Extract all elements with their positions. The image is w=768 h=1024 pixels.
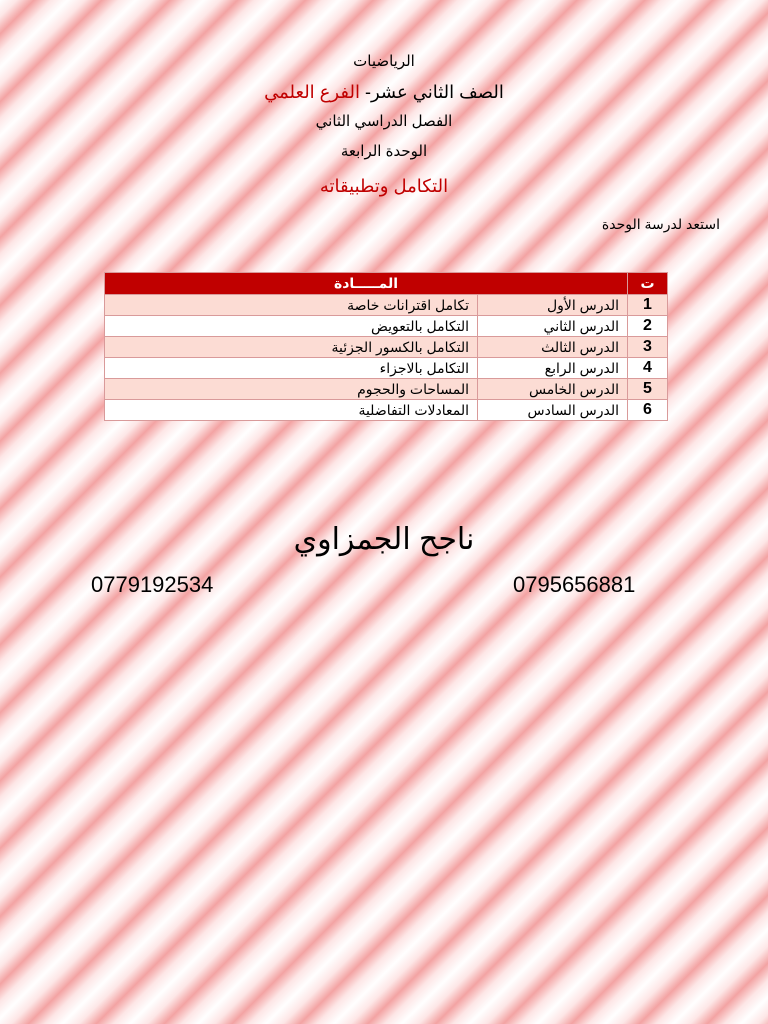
row-topic: تكامل اقترانات خاصة — [105, 295, 478, 316]
table-row — [105, 316, 668, 337]
phone-right: 0795656881 — [513, 572, 636, 597]
table-header-row — [105, 273, 668, 295]
row-topic: التكامل بالاجزاء — [105, 358, 478, 379]
row-lesson: الدرس الثالث — [478, 337, 628, 358]
semester-line: الفصل الدراسي الثاني — [315, 113, 453, 130]
table-row — [105, 379, 668, 400]
branch-text: الفرع العلمي — [264, 82, 360, 102]
row-number: 2 — [628, 316, 668, 337]
table-row — [105, 295, 668, 316]
col-subject-header: المـــــادة — [105, 273, 628, 295]
row-lesson: الدرس الأول — [478, 295, 628, 316]
unit-line: الوحدة الرابعة — [340, 143, 428, 160]
unit-title: التكامل وتطبيقاته — [319, 176, 449, 196]
row-number: 5 — [628, 379, 668, 400]
row-topic: التكامل بالكسور الجزئية — [105, 337, 478, 358]
subject-title: الرياضيات — [353, 53, 415, 70]
table-row — [105, 337, 668, 358]
author-name: ناجح الجمزاوي — [293, 523, 475, 556]
lessons-table — [104, 272, 668, 421]
row-topic: المعادلات التفاضلية — [105, 400, 478, 421]
col-num-header: ت — [628, 273, 668, 295]
prep-text: استعد لدرسة الوحدة — [601, 216, 720, 232]
row-lesson: الدرس السادس — [478, 400, 628, 421]
row-lesson: الدرس الخامس — [478, 379, 628, 400]
row-lesson: الدرس الثاني — [478, 316, 628, 337]
table-row — [105, 400, 668, 421]
row-topic: المساحات والحجوم — [105, 379, 478, 400]
phone-left: 0779192534 — [91, 572, 214, 597]
grade-text: الصف الثاني عشر- — [364, 82, 504, 102]
row-lesson: الدرس الرابع — [478, 358, 628, 379]
table-row — [105, 358, 668, 379]
row-number: 6 — [628, 400, 668, 421]
row-number: 4 — [628, 358, 668, 379]
row-topic: التكامل بالتعويض — [105, 316, 478, 337]
grade-line — [0, 77, 768, 107]
row-number: 1 — [628, 295, 668, 316]
document-header — [0, 47, 768, 201]
row-number: 3 — [628, 337, 668, 358]
